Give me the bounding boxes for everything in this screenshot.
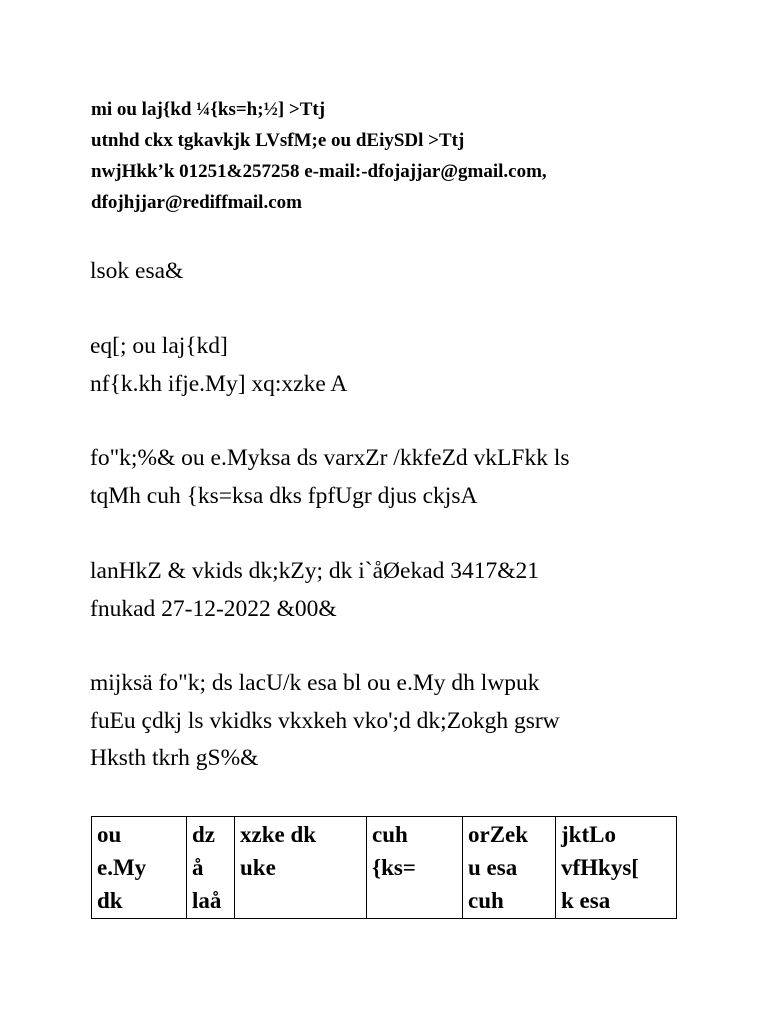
recipient-line-1: eq[; ou laj{kd]: [90, 333, 228, 359]
subject-line-1: fo"k;%& ou e.Myksa ds varxZr /kkfeZd vkLFkk ls: [90, 445, 570, 471]
letterhead-phone-email-line: nwjHkk’k 01251&257258 e-mail:-dfojajjar@gmail.com,: [91, 161, 547, 182]
body-line-2: fuEu çdkj ls vkidks vkxkeh vko';d dk;Zokgh gsrw: [90, 707, 560, 734]
salutation: [90, 253, 183, 291]
letterhead: [91, 94, 547, 218]
recipient-block: [90, 328, 347, 403]
table-header-cell: ou e.My dk: [92, 817, 187, 919]
table-header-cell: dz å laå: [187, 817, 235, 919]
subject-line-2: tqMh cuh {ks=ksa dks fpfUgr djus ckjsA: [90, 482, 478, 509]
table-header-row: [92, 817, 677, 919]
data-table: [91, 816, 677, 919]
body-line-3: Hksth tkrh gS%&: [90, 745, 259, 771]
body-line-1: mijksä fo"k; ds lacU/k esa bl ou e.My dh lwpuk: [90, 670, 540, 696]
subject-block: [90, 440, 570, 515]
table-header-cell: cuh {ks=: [367, 817, 463, 919]
salutation-text: lsok esa&: [90, 258, 184, 284]
letterhead-address-line: utnhd ckx tgkavkjk LVsfM;e ou dEiySDl >Ttj: [91, 130, 465, 151]
letterhead-office-line: mi ou laj{kd ¼{ks=h;½] >Ttj: [91, 99, 326, 120]
reference-line-2: fnukad 27-12-2022 &00&: [90, 595, 337, 622]
letterhead-email-line: dfojhjjar@rediffmail.com: [91, 192, 302, 213]
table-header-cell: xzke dk uke: [235, 817, 367, 919]
body-paragraph: [90, 665, 560, 778]
recipient-line-2: nf{k.kh ifje.My] xq:xzke A: [90, 370, 348, 397]
reference-line-1: lanHkZ & vkids dk;kZy; dk i`åØekad 3417&21: [90, 558, 540, 584]
table-header-cell: jktLo vfHkys[ k esa: [556, 817, 677, 919]
reference-block: [90, 553, 539, 628]
table-header-cell: orZek u esa cuh: [463, 817, 556, 919]
